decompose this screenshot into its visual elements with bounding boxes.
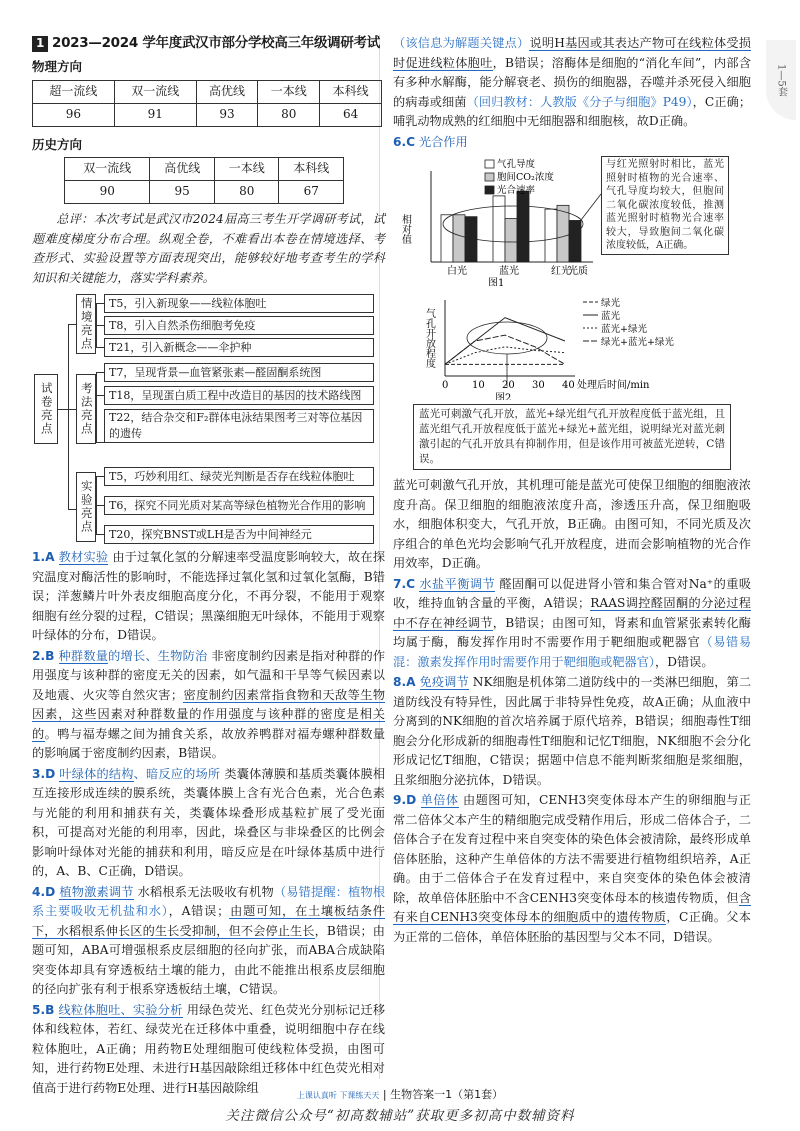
cell: 高优线	[150, 158, 215, 181]
cell: 64	[320, 103, 382, 126]
answer-3	[32, 765, 385, 882]
tree-item: T8，引入自然杀伤细胞考免疫	[104, 316, 374, 335]
q-tag: 叶绿体的结构	[59, 766, 134, 781]
cell: 96	[33, 103, 115, 126]
q-underline: 含有来自CENH3突变体母本的细胞质中的遗传物质	[393, 890, 751, 924]
cell: 80	[214, 181, 279, 204]
legend-label: 气孔导度	[497, 159, 536, 170]
q-tag: 、暗反应的场所	[133, 766, 221, 781]
q-text: 用绿色荧光、红色荧光分别标记迁移体和线粒体，若红、绿荧光在迁移体中重叠，说明细胞中存在线粒体胞吐，A正确；用药物E处理细胞可使线粒体受损，由图可知，进行药物E处理、未进行H基因敲除组迁移体中红色荧光相对值高于进行药物E处理、进行H基因敲除组	[32, 1002, 386, 1095]
cell: 双一流线	[114, 80, 196, 103]
q-tag: 光合作用	[418, 134, 468, 149]
q-tag: 水盐平衡调节	[419, 576, 496, 591]
q-text: 非密度制约因素是指对种群的作用强度与该种群的密度无关的因素，如气温和干旱等气候因素以及地震、火灾等自然灾害；	[32, 648, 386, 702]
tree-item: T22，结合杂交和F₂群体电泳结果图考三对等位基因的遗传	[104, 409, 374, 443]
bar	[505, 219, 517, 262]
y-axis-label: 气孔开放程度	[423, 308, 435, 368]
q-note: （易错提醒：植物根系主要吸收无机盐和水）	[32, 884, 386, 918]
answer-4	[32, 883, 385, 1000]
bar	[517, 191, 529, 262]
bar	[441, 215, 453, 262]
q-text: ，C正确。父本为正常的二倍体，单倍体胚胎的基因型与父本不同，D错误。	[393, 910, 751, 944]
cell: 90	[65, 181, 150, 204]
q-number: 9.D	[393, 793, 417, 807]
tree-item: T18，呈现蛋白质工程中改造目的基因的技术路线图	[104, 386, 374, 405]
cell: 超一流线	[33, 80, 115, 103]
cell: 本科线	[279, 158, 344, 181]
cell: 67	[279, 181, 344, 204]
series-line	[445, 318, 565, 365]
cell: 一本线	[258, 80, 320, 103]
legend-swatch	[485, 173, 494, 181]
q-underline: 说明H基因或其表达产物可在线粒体受损时促进线粒体胞吐	[393, 36, 751, 70]
summary: 总评：本次考试是武汉市2024届高三考生开学调研考试，试题难度梯度分布合理。纵观全卷，不难看出本卷在情境选择、考查形式、实验设置等方面表现突出，能够较好地考查考生的学科知识和关键能力，落实学科素养。	[32, 212, 385, 285]
q-number: 1.A	[32, 550, 55, 564]
figure-2	[393, 288, 751, 400]
tree-item: T20，探究BNST或LH是否为中间神经元	[104, 525, 374, 544]
q-text: 。鸭与福寿螺之间为捕食关系，故放养鸭群对福寿螺种群数量的影响属于密度制约因素，B错误。	[32, 726, 386, 760]
q-underline: 密度制约因素常指食物和天敌等生物因素，这些因素对种群数量的作用强度与该种群的密度是相关的	[32, 687, 386, 741]
q-text: ，A错误；	[168, 904, 230, 918]
x-tick-label: 蓝光	[499, 266, 519, 277]
q-underline: RAAS调控醛固酮的分泌过程中不存在神经调节	[393, 596, 751, 630]
q-underline: 由题可知，在土壤板结条件下，水稻根系伸长区的生长受抑制，但不会停止生长	[32, 904, 385, 938]
footer-promo: 关注微信公众号“初高数辅站”获取更多初高中数辅资料	[225, 1108, 575, 1124]
q-text: 醛固酮可以促进肾小管和集合管对Na⁺的重吸收，维持血钠含量的平衡，A错误；	[393, 576, 752, 610]
section-number: 1	[32, 36, 48, 52]
line-chart	[393, 288, 751, 400]
q-note: （回归教材：人教版《分子与细胞》P49）	[466, 94, 693, 109]
q-text: ，C正确；哺乳动物成熟的红细胞中无细胞器和细胞核，故D正确。	[393, 94, 752, 128]
x-tick-label: 10	[472, 380, 485, 391]
legend-swatch	[485, 186, 494, 194]
x-axis-label: 处理后时间/min	[577, 380, 650, 391]
history-table	[64, 157, 344, 204]
bar	[557, 205, 569, 262]
answer-5	[32, 1001, 385, 1099]
tree-item: T5，巧妙利用红、绿荧光判断是否存在线粒体胞吐	[104, 467, 374, 486]
series-line	[445, 347, 565, 365]
answer-5-cont	[393, 34, 751, 132]
history-heading: 历史方向	[32, 136, 83, 152]
legend-label: 光合速率	[497, 185, 536, 196]
tree-root: 试卷亮点	[34, 374, 58, 444]
q-text: 由题图可知，CENH3突变体母本产生的卵细胞与正常二倍体父本产生的精细胞完成受精作用后，形成二倍体合子，二倍体合子在发育过程中来自突变体的染色体会被清除，最终形成单倍体胚胎，这种产生单倍体的方法不需要进行植物组织培养，A正确。由于二倍体合子在发育过程中，来自突变体的染色体会被清除，故单倍体胚胎中不含CENH3突变体母本的核遗传物质，但	[393, 793, 751, 905]
side-tab: 1—5套	[766, 40, 796, 120]
q-number: 8.A	[393, 675, 416, 689]
cell: 一本线	[214, 158, 279, 181]
q-tag: 线粒体胞吐、实验分析	[58, 1002, 183, 1017]
q-tag: 单倍体	[420, 793, 459, 807]
tree-item: T7，呈现背景—血管紧张素—醛固酮系统图	[104, 363, 374, 382]
q-note: （该信息为解题关键点）	[393, 36, 530, 50]
group-situation: 情境亮点	[76, 294, 96, 354]
right-column	[393, 34, 751, 948]
tree-item: T21，引入新概念——伞护种	[104, 338, 374, 357]
q-tag: 教材实验	[58, 550, 109, 564]
q-number: 5.B	[32, 1002, 55, 1017]
x-tick-label: 红光	[551, 266, 571, 277]
q-text: 由于过氧化氢的分解速率受温度影响较大，故在探究温度对酶活性的影响时，不能选择过氧化氢和过氧化氢酶，B错误；洋葱鳞片叶外表皮细胞高度分化，不再分裂，不能用于观察细胞有丝分裂的过程，C错误；黑藻细胞无叶绿体，不能用于观察叶绿体的分布，D错误。	[32, 550, 386, 642]
answer-1	[32, 548, 385, 646]
x-axis-label: 光质	[568, 266, 588, 277]
bar	[453, 215, 465, 262]
x-tick-label: 40	[562, 380, 575, 391]
physics-heading: 物理方向	[32, 59, 83, 74]
legend-label: 胞间CO₂浓度	[497, 172, 554, 183]
x-tick-label: 30	[532, 380, 545, 391]
legend-label: 绿光+蓝光+绿光	[601, 337, 674, 348]
q-text: ，B错误；由题可知，ABA可增强根系皮层细胞的径向扩张，而ABA合成缺陷突变体却具有穿透板结土壤的能力，由此不能推出根系皮层细胞的径向扩张有利于根系穿透板结土壤，C错误。	[32, 923, 385, 996]
highlights-tree	[32, 292, 385, 542]
answer-6-text: 蓝光可刺激气孔开放，其机理可能是蓝光可使保卫细胞的细胞液浓度升高。保卫细胞的细胞液浓度升高，渗透压升高，保卫细胞吸水，细胞体积变大，气孔开放，B正确。由图可知，不同光质及次序组合的单色光均会影响气孔开放程度，进而会影响植物的光合作用效率，D正确。	[393, 478, 751, 570]
physics-table	[32, 80, 382, 127]
answer-2	[32, 647, 385, 764]
q-number: 7.C	[393, 576, 416, 591]
q-number: 4.D	[32, 884, 56, 899]
q-number: 3.D	[32, 766, 56, 781]
answer-9	[393, 791, 751, 947]
left-column	[32, 34, 385, 1099]
legend-swatch	[485, 160, 494, 168]
q-text: ，B错误；由图可知，肾素和血管紧张素转化酶均属于酶，酶发挥作用时不需要作用于靶细胞或靶器官	[393, 615, 751, 649]
q-text: 水稻根系无法吸收有机物	[137, 884, 274, 899]
figure-2-callout: 蓝光可刺激气孔开放，蓝光+绿光组气孔开放程度低于蓝光组，且蓝光组气孔开放程度低于蓝光+绿光+蓝光组，说明绿光对蓝光刺激引起的气孔开放具有抑制作用，但是该作用可被蓝光逆转，C错误。	[413, 404, 731, 470]
tree-item: T6，探究不同光质对某高等绿色植物光合作用的影响	[104, 496, 374, 515]
cell: 95	[150, 181, 215, 204]
q-text: ，D错误。	[655, 654, 714, 669]
cell: 93	[196, 103, 258, 126]
y-axis-label: 相对值	[399, 214, 411, 244]
q-tag: 的增长、生物防治	[108, 648, 208, 663]
figure-1	[393, 154, 751, 286]
q-text: 类囊体薄膜和基质类囊体膜相互连接形成连续的膜系统，类囊体膜上含有光合色素，光合色素与光能的利用和捕获有关，类囊体垛叠形成基粒扩展了受光面积，可提高对光能的利用率，因此，垛叠区与非垛叠区的比例会影响叶绿体对光能的捕获和利用，暗反应是在叶绿体基质中进行的，A、B、C正确，D错误。	[32, 766, 386, 878]
q-tag: 种群数量	[58, 648, 109, 663]
figure-1-callout: 与红光照射时相比，蓝光照射时植物的光合速率、气孔导度均较大，但胞间二氧化碳浓度较低，推测蓝光照射时植物光合速率较大，导致胞间二氧化碳浓度较低，A正确。	[601, 156, 729, 255]
callout-pointer	[581, 194, 601, 220]
legend-label: 蓝光+绿光	[601, 324, 647, 335]
footer-brand: 上课认真听 下课练天天	[296, 1091, 380, 1100]
x-tick-label: 0	[442, 380, 449, 391]
group-experiment: 实验亮点	[76, 472, 96, 542]
cell: 91	[114, 103, 196, 126]
bar	[545, 209, 557, 262]
footer: 上课认真听 下课练天天 | 生物答案一1（第1套）	[296, 1088, 504, 1101]
q-number: 6.C	[393, 134, 416, 149]
q-note: （易错易混：激素发挥作用时需要作用于靶细胞或靶器官）	[393, 635, 752, 669]
cell: 双一流线	[65, 158, 150, 181]
answer-6-head	[393, 133, 751, 153]
q-text: ，B错误；溶酶体是细胞的“消化车间”，内部含有多种水解酶，能分解衰老、损伤的细胞器，吞噬并杀死侵入细胞的病毒或细菌	[393, 55, 752, 109]
x-tick-label: 白光	[447, 266, 467, 277]
cell: 高优线	[196, 80, 258, 103]
footer-label: 生物答案一1（第1套）	[390, 1088, 504, 1101]
x-tick-label: 20	[502, 380, 515, 391]
q-tag: 植物激素调节	[59, 884, 134, 899]
group-method: 考法亮点	[76, 374, 96, 444]
legend-label: 蓝光	[601, 311, 621, 322]
bar	[569, 220, 581, 262]
exam-title	[32, 34, 385, 54]
q-tag: 免疫调节	[419, 675, 469, 689]
answer-8	[393, 673, 751, 790]
q-text: NK细胞是机体第二道防线中的一类淋巴细胞，第二道防线没有特异性，因此属于非特异性免疫，故A正确；从血液中分离到的NK细胞的首次培养属于原代培养，B错误；细胞毒性T细胞会分化形成新的细胞毒性T细胞和记忆T细胞，NK细胞不会分化形成记忆T细胞，C错误；据题中信息不能判断浆细胞是浆细胞，且浆细胞分泌抗体，D错误。	[393, 675, 752, 787]
tree-item: T5，引入新现象——线粒体胞吐	[104, 294, 374, 313]
cell: 本科线	[320, 80, 382, 103]
legend-label: 绿光	[601, 298, 621, 309]
answer-7	[393, 575, 751, 673]
q-number: 2.B	[32, 648, 55, 663]
figure-caption: 图2	[495, 393, 512, 400]
cell: 80	[258, 103, 320, 126]
figure-caption: 图1	[488, 278, 505, 286]
exam-title-text: 2023—2024 学年度武汉市部分学校高三年级调研考试	[52, 35, 380, 52]
